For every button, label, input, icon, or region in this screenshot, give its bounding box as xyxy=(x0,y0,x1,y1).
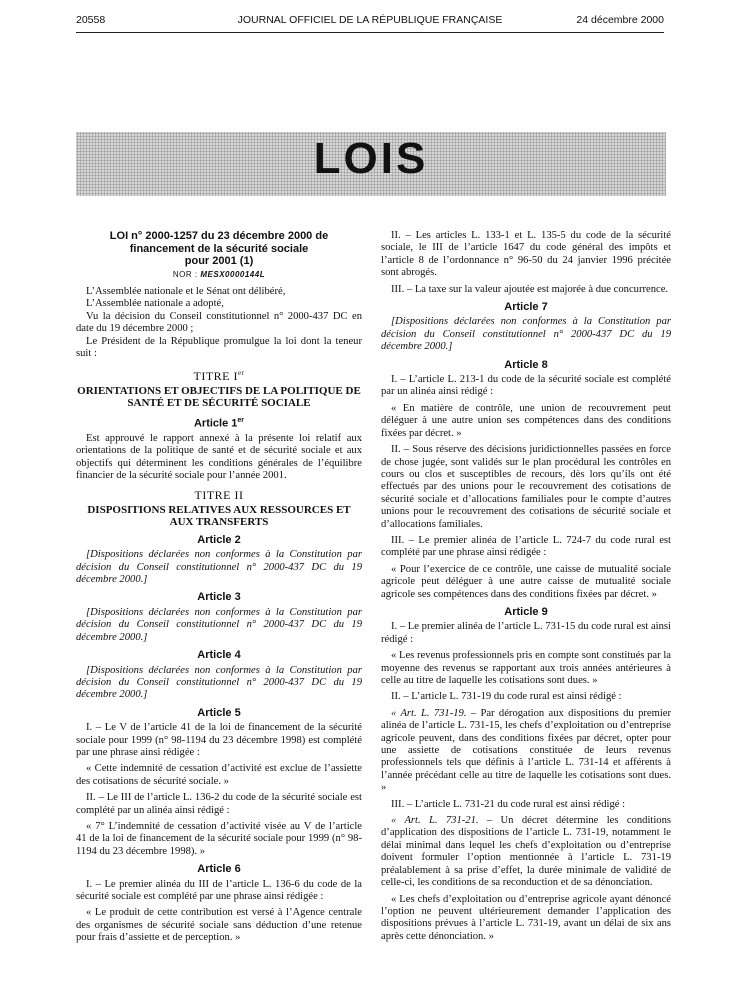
article-9-paragraph-6 xyxy=(381,815,671,889)
law-title-line-1: LOI n° 2000-1257 du 23 décembre 2000 de xyxy=(109,230,329,242)
nor-code: MESX0000144L xyxy=(200,269,266,279)
article-4-heading: Article 4 xyxy=(197,649,241,662)
article-9-paragraph-5: III. – L’article L. 731-21 du code rural est ainsi rédigé : xyxy=(391,798,626,810)
journal-title: JOURNAL OFFICIEL DE LA RÉPUBLIQUE FRANÇAISE xyxy=(237,14,503,26)
article-reference-l731-21: « Art. L. 731-21. xyxy=(391,815,479,827)
page-header xyxy=(76,10,664,36)
article-8-paragraph-3: II. – Sous réserve des décisions juridictionnelles passées en force de chose jugée, sont validés sur le plan procédural les contrôles en cours ou clos et susceptibles de recours, dès lors qu’ils ont été effectués par des unions pour le recouvrement des cotisations de sécurité sociale et d’allocations familiales pour le compte d’autres unions pour le recouvrement des cotisations de sécurité sociale et d’allocations familiales. xyxy=(381,444,671,530)
article-6-paragraph-1: I. – Le premier alinéa du III de l’article L. 136-6 du code de la sécurité sociale est complété par une phrase ainsi rédigée : xyxy=(76,878,362,902)
article-5-heading: Article 5 xyxy=(197,706,241,719)
article-reference-l731-19: « Art. L. 731-19. xyxy=(391,707,467,719)
article-9-paragraph-4 xyxy=(381,708,671,795)
article-6-heading: Article 6 xyxy=(197,863,241,876)
article-8-paragraph-4: III. – Le premier alinéa de l’article L. 724-7 du code rural est complété par une phrase ainsi rédigée : xyxy=(381,534,671,559)
article-5-paragraph-1: I. – Le V de l’article 41 de la loi de financement de la sécurité sociale pour 1999 (n° 98-1194 du 23 décembre 1998) est complété par une phrase ainsi rédigée : xyxy=(76,722,362,758)
article-5-paragraph-4: « 7° L’indemnité de cessation d’activité visée au V de l’article 41 de la loi de financement de la sécurité sociale pour 1999 (n° 98-1194 du 23 décembre 1998). » xyxy=(76,820,362,857)
article-1-label: Article 1 xyxy=(193,417,238,430)
article-8-paragraph-5: « Pour l’exercice de ce contrôle, une caisse de mutualité sociale agricole peut déléguer à une autre caisse de mutualité sociale agricole ses compétences dans des conditions fixées par décret. » xyxy=(381,563,671,600)
article-1-sup: er xyxy=(237,416,245,424)
titre-1-description: ORIENTATIONS ET OBJECTIFS DE LA POLITIQUE DE SANTÉ ET DE SÉCURITÉ SOCIALE xyxy=(77,384,361,410)
article-7-heading: Article 7 xyxy=(504,301,548,314)
article-6-paragraph-2: « Le produit de cette contribution est versé à l’Agence centrale des organismes de sécurité sociale sans déduction d’une retenue pour frais d’assiette et de perception. » xyxy=(76,907,362,944)
article-6-paragraph-3: II. – Les articles L. 133-1 et L. 135-5 du code de la sécurité sociale, le III de l’article 1647 du code général des impôts et l’article 8 de l’ordonnance n° 96-50 du 24 janvier 1996 précitée sont abrogés. xyxy=(381,230,671,279)
left-column xyxy=(76,230,362,949)
titre-2-heading: TITRE II xyxy=(194,488,244,503)
article-8-paragraph-2: « En matière de contrôle, une union de recouvrement peut déléguer à une autre union ses compétences dans des conditions fixées par décret. » xyxy=(381,402,671,439)
section-banner xyxy=(76,132,666,196)
preamble-3: Vu la décision du Conseil constitutionnel n° 2000-437 DC en date du 19 décembre 2000 ; xyxy=(76,310,362,335)
article-9-paragraph-1: I. – Le premier alinéa de l’article L. 731-15 du code rural est ainsi rédigé : xyxy=(381,621,671,645)
article-1-heading xyxy=(76,415,362,430)
article-2-text: [Dispositions déclarées non conformes à la Constitution par décision du Conseil constitutionnel n° 2000-437 DC du 19 décembre 2000.] xyxy=(76,549,362,586)
right-column xyxy=(381,230,671,947)
article-9-paragraph-4-body: – Par dérogation aux dispositions du premier alinéa de l’article L. 731-15, les chefs d’exploitation ou d’entreprise agricole peuvent, dans des conditions fixées par décret, opter pour une assiette de cotisations constituée de leurs revenus professionnels tels que définis à l’article L. 731-14 et afférents à l’année précédant celle au titre de laquelle les cotisations sont dues. » xyxy=(381,707,672,794)
section-banner-title: LOIS xyxy=(313,134,429,183)
article-9-paragraph-3: II. – L’article L. 731-19 du code rural est ainsi rédigé : xyxy=(391,691,622,703)
titre-1-heading xyxy=(76,367,362,382)
article-8-paragraph-1: I. – L’article L. 213-1 du code de la sécurité sociale est complété par un alinéa ainsi rédigé : xyxy=(381,374,671,398)
article-9-paragraph-6-body: – Un décret détermine les conditions d’application des dispositions de l’article L. 731-19, notamment le délai minimal dans lequel les chefs d’exploitation ou d’entreprise doivent formuler l’option mentionnée à l’article L. 731-19 préalablement à sa prise d’effet, la durée minimale de validité de celle-ci, les conditions de sa reconduction et de sa dénonciation. xyxy=(381,815,671,889)
header-rule xyxy=(76,32,664,33)
article-3-heading: Article 3 xyxy=(197,591,241,604)
article-5-paragraph-3: II. – Le III de l’article L. 136-2 du code de la sécurité sociale est complété par un alinéa ainsi rédigé : xyxy=(76,792,362,816)
law-title-line-3: pour 2001 (1) xyxy=(184,255,254,267)
preamble-1: L’Assemblée nationale et le Sénat ont délibéré, xyxy=(86,285,286,297)
titre-1-sup: er xyxy=(238,369,245,378)
article-1-text: Est approuvé le rapport annexé à la présente loi relatif aux orientations de la politique de santé et de sécurité sociale et aux objectifs qui déterminent les conditions générales de l’équilibre financier de la sécurité sociale pour l’année 2001. xyxy=(76,432,362,482)
nor-label: NOR : xyxy=(172,269,198,279)
article-6-paragraph-4: III. – La taxe sur la valeur ajoutée est majorée à due concurrence. xyxy=(391,283,669,295)
titre-2-description: DISPOSITIONS RELATIVES AUX RESSOURCES ET AUX TRANSFERTS xyxy=(87,503,351,529)
article-9-heading: Article 9 xyxy=(504,605,548,618)
article-4-text: [Dispositions déclarées non conformes à la Constitution par décision du Conseil constitutionnel n° 2000-437 DC du 19 décembre 2000.] xyxy=(76,664,362,701)
page-number: 20558 xyxy=(76,14,106,26)
article-9-paragraph-7: « Les chefs d’exploitation ou d’entreprise agricole ayant dénoncé l’option ne peuvent ultérieurement demander l’application des dispositions prévues à l’article L. 731-19, avant un délai de six ans après cette dénonciation. » xyxy=(381,893,671,942)
preamble-2: L’Assemblée nationale a adopté, xyxy=(86,298,224,310)
nor-reference xyxy=(76,269,362,281)
titre-1-label: TITRE I xyxy=(193,369,239,384)
article-9-paragraph-2: « Les revenus professionnels pris en compte sont constitués par la moyenne des revenus se rapportant aux trois années antérieures à celle au titre de laquelle les cotisations sont dues. » xyxy=(381,650,671,686)
issue-date: 24 décembre 2000 xyxy=(576,14,664,26)
article-7-text: [Dispositions déclarées non conformes à la Constitution par décision du Conseil constitutionnel n° 2000-437 DC du 19 décembre 2000.] xyxy=(381,316,671,353)
law-title-line-2: financement de la sécurité sociale xyxy=(129,242,309,255)
article-2-heading: Article 2 xyxy=(197,533,241,546)
article-8-heading: Article 8 xyxy=(504,358,548,371)
article-3-text: [Dispositions déclarées non conformes à la Constitution par décision du Conseil constitutionnel n° 2000-437 DC du 19 décembre 2000.] xyxy=(76,606,362,643)
preamble-4: Le Président de la République promulgue la loi dont la teneur suit : xyxy=(76,335,362,359)
article-5-paragraph-2: « Cette indemnité de cessation d’activité est exclue de l’assiette des cotisations de sécurité sociale. » xyxy=(76,763,362,787)
